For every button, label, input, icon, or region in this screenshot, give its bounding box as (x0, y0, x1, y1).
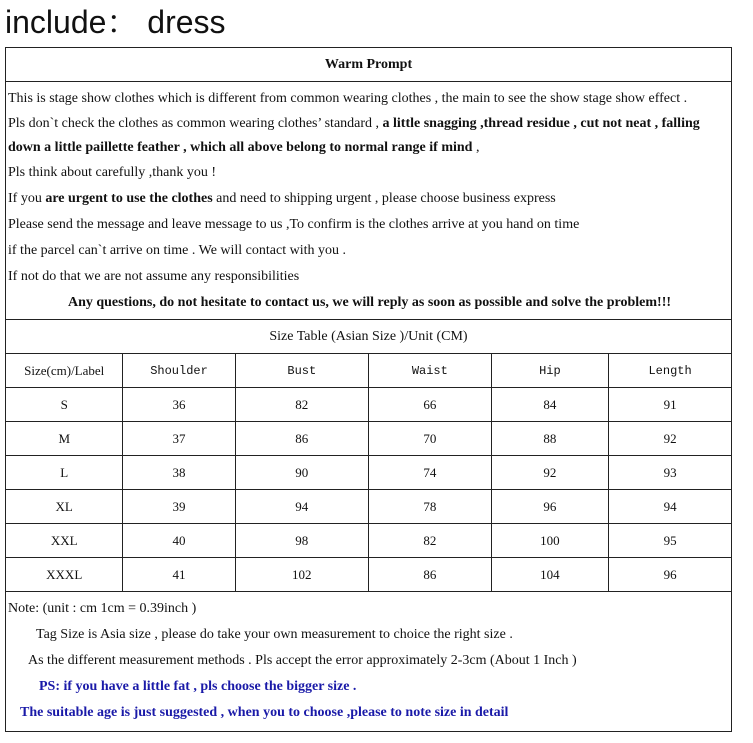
prompt-line: Pls think about carefully ,thank you ! (8, 165, 217, 180)
table-cell: 78 (368, 490, 491, 524)
table-cell: 74 (368, 456, 491, 490)
table-cell: 95 (609, 524, 731, 558)
note-line: Tag Size is Asia size , please do take your own measurement to choice the right size . (36, 627, 513, 642)
table-cell: 102 (235, 558, 368, 592)
column-header: Size(cm)/Label (6, 354, 123, 388)
table-cell: 92 (609, 422, 731, 456)
table-row (6, 388, 731, 422)
table-cell: 82 (235, 388, 368, 422)
table-cell: XL (6, 490, 123, 524)
size-table (6, 320, 731, 592)
table-cell: L (6, 456, 123, 490)
table-cell: 88 (491, 422, 609, 456)
note-line: Note: (unit : cm 1cm = 0.39inch ) (8, 601, 197, 616)
table-cell: 66 (368, 388, 491, 422)
prompt-line: This is stage show clothes which is different from common wearing clothes , the main to see the show stage show effect . (8, 91, 688, 106)
table-cell: 40 (123, 524, 235, 558)
header-row (6, 354, 731, 388)
note-line: As the different measurement methods . Pls accept the error approximately 2-3cm (About 1 Inch ) (28, 653, 577, 668)
text: , (472, 140, 480, 155)
table-cell: 84 (491, 388, 609, 422)
table-cell: 36 (123, 388, 235, 422)
column-header: Bust (235, 354, 368, 388)
table-cell: 94 (609, 490, 731, 524)
column-header: Hip (491, 354, 609, 388)
prompt-line: Please send the message and leave message to us ,To confirm is the clothes arrive at you hand on time (8, 217, 580, 232)
table-cell: 38 (123, 456, 235, 490)
prompt-line (6, 186, 731, 212)
table-cell: 100 (491, 524, 609, 558)
table-cell: XXXL (6, 558, 123, 592)
note-line: The suitable age is just suggested , when you to choose ,please to note size in detail (20, 705, 509, 720)
text: and need to shipping urgent , please choose business express (212, 191, 556, 206)
table-cell: 41 (123, 558, 235, 592)
table-row (6, 422, 731, 456)
info-table (5, 47, 732, 732)
warm-prompt (6, 82, 731, 320)
note-line: PS: if you have a little fat , pls choose the bigger size . (39, 679, 357, 694)
table-cell: M (6, 422, 123, 456)
table-row (6, 524, 731, 558)
bold-text: Any questions, do not hesitate to contact us, we will reply as soon as possible and solve the problem!!! (67, 295, 672, 310)
table-cell: S (6, 388, 123, 422)
size-table-title: Size Table (Asian Size )/Unit (CM) (6, 320, 731, 354)
table-cell: XXL (6, 524, 123, 558)
table-row (6, 490, 731, 524)
table-cell: 104 (491, 558, 609, 592)
prompt-line: If not do that we are not assume any responsibilities (8, 269, 300, 284)
table-cell: 82 (368, 524, 491, 558)
table-cell: 94 (235, 490, 368, 524)
table-cell: 86 (368, 558, 491, 592)
bold-text: are urgent to use the clothes (45, 191, 213, 206)
prompt-line: if the parcel can`t arrive on time . We will contact with you . (8, 243, 346, 258)
table-cell: 70 (368, 422, 491, 456)
notes (6, 592, 731, 726)
table-cell: 98 (235, 524, 368, 558)
table-cell: 39 (123, 490, 235, 524)
table-row (6, 456, 731, 490)
page-title: include： dress (5, 4, 226, 40)
table-cell: 96 (609, 558, 731, 592)
warm-prompt-heading: Warm Prompt (6, 48, 731, 82)
table-row (6, 558, 731, 592)
table-cell: 92 (491, 456, 609, 490)
prompt-line (6, 112, 731, 160)
table-cell: 86 (235, 422, 368, 456)
column-header: Length (609, 354, 731, 388)
text: Pls don`t check the clothes as common wearing clothes’ standard , (8, 116, 383, 131)
prompt-line (6, 290, 731, 316)
column-header: Waist (368, 354, 491, 388)
table-cell: 37 (123, 422, 235, 456)
column-header: Shoulder (123, 354, 235, 388)
table-cell: 93 (609, 456, 731, 490)
text: If you (8, 191, 46, 206)
table-cell: 90 (235, 456, 368, 490)
bold-text: a little snagging ,thread residue , cut not neat , falling down a little paillette feather , which all above belong to normal range if mind (8, 116, 700, 155)
table-cell: 91 (609, 388, 731, 422)
table-cell: 96 (491, 490, 609, 524)
